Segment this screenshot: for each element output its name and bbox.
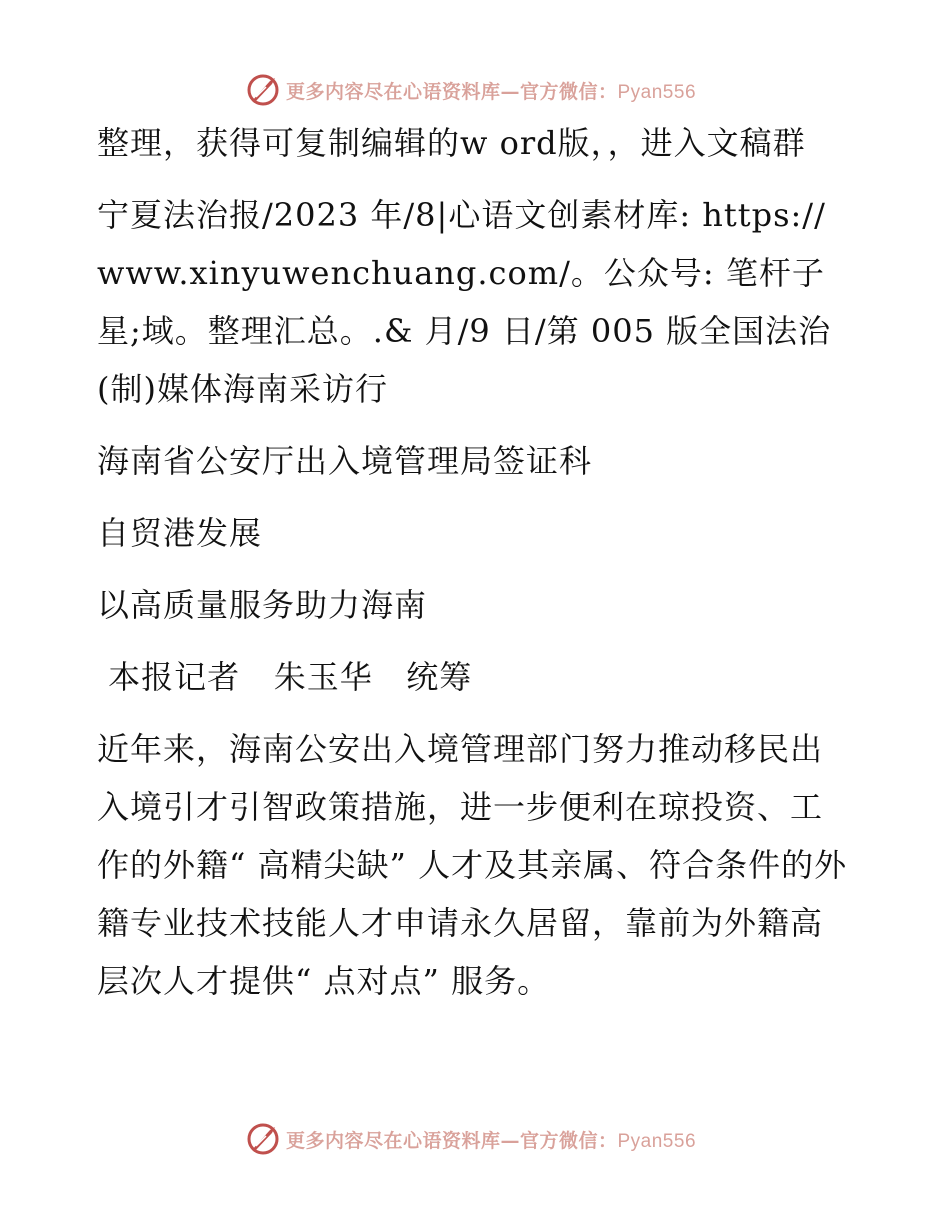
quill-pen-circle-icon [246, 73, 280, 107]
paragraph-intro: 整理，获得可复制编辑的w ord版，，进入文稿群 [97, 124, 806, 162]
paragraph-source: 宁夏法治报/2023 年/8|心语文创素材库: https://www.xinyuwenchuang.com/。公众号: 笔杆子星;域。整理汇总。.& 月/9 日/第 005 版全国法治(制)媒体海南采访行 [97, 196, 832, 408]
quill-pen-circle-icon [246, 1122, 280, 1156]
paragraph-column: 自贸港发展 [97, 514, 263, 552]
watermark-content [246, 73, 696, 107]
watermark-content [246, 1122, 696, 1156]
document-body [97, 114, 852, 1024]
paragraph-body: 近年来，海南公安出入境管理部门努力推动移民出入境引才引智政策措施，进一步便利在琼投资、工作的外籍“ 高精尖缺” 人才及其亲属、符合条件的外籍专业技术技能人才申请永久居留，靠前为外籍高层次人才提供“ 点对点” 服务。 [97, 730, 848, 1000]
byline: 本报记者 朱玉华 统筹 [97, 658, 473, 696]
paragraph-department: 海南省公安厅出入境管理局签证科 [97, 442, 593, 480]
article-headline: 以高质量服务助力海南 [97, 586, 428, 624]
wechat-id: Pyan556 [617, 1130, 697, 1152]
wechat-id: Pyan556 [617, 81, 697, 103]
watermark-banner-bottom [0, 1117, 950, 1161]
watermark-text: 更多内容尽在心语资料库—官方微信：Pyan556 [285, 1129, 697, 1152]
watermark-banner-top [0, 68, 950, 112]
watermark-text: 更多内容尽在心语资料库—官方微信：Pyan556 [285, 80, 697, 103]
